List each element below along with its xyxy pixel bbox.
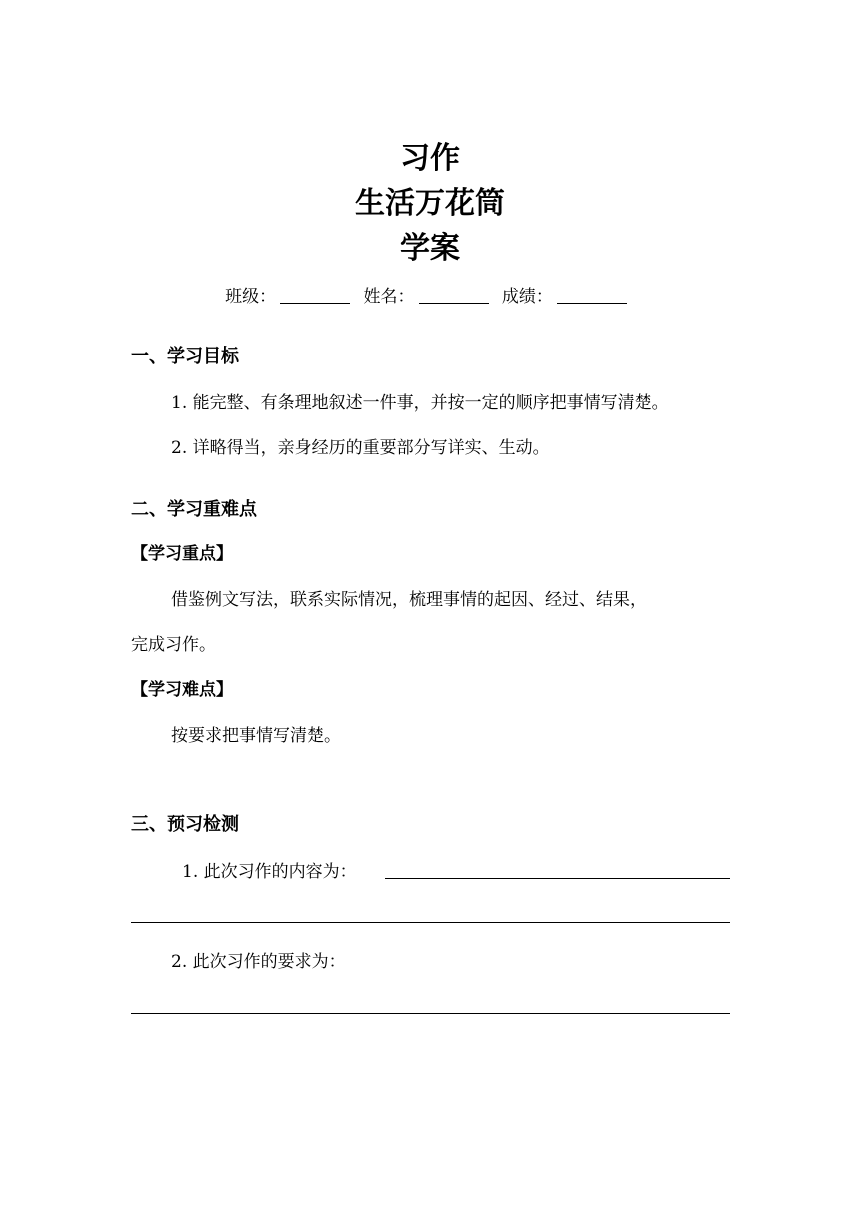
name-blank[interactable]	[419, 285, 489, 304]
section-heading-goals: 一、学习目标	[131, 346, 239, 367]
title-line-3: 学案	[400, 231, 460, 266]
answer-line-1[interactable]	[385, 878, 730, 879]
goal-item-1: 1. 能完整、有条理地叙述一件事，并按一定的顺序把事情写清楚。	[171, 393, 669, 413]
title-line-2: 生活万花筒	[355, 186, 505, 221]
answer-line-2[interactable]	[131, 1013, 730, 1014]
score-blank[interactable]	[557, 285, 627, 304]
section-heading-preview: 三、预习检测	[131, 814, 239, 835]
difficulty-text: 按要求把事情写清楚。	[171, 726, 341, 746]
key-point-text-line-1: 借鉴例文写法，联系实际情况，梳理事情的起因、经过、结果，	[171, 590, 647, 610]
score-label: 成绩：	[501, 287, 553, 307]
title-line-1: 习作	[400, 141, 460, 176]
question-2: 2. 此次习作的要求为：	[171, 952, 346, 972]
answer-line-1-continued[interactable]	[131, 922, 730, 923]
goal-item-2: 2. 详略得当，亲身经历的重要部分写详实、生动。	[171, 438, 550, 458]
class-label: 班级：	[225, 287, 277, 307]
student-info-row	[0, 283, 860, 311]
difficulty-label: 【学习难点】	[131, 680, 233, 700]
section-heading-key-points: 二、学习重难点	[131, 499, 257, 520]
key-point-label: 【学习重点】	[131, 544, 233, 564]
name-label: 姓名：	[363, 287, 415, 307]
question-1: 1. 此次习作的内容为：	[182, 862, 357, 882]
key-point-text-line-2: 完成习作。	[131, 635, 216, 655]
class-blank[interactable]	[280, 285, 350, 304]
